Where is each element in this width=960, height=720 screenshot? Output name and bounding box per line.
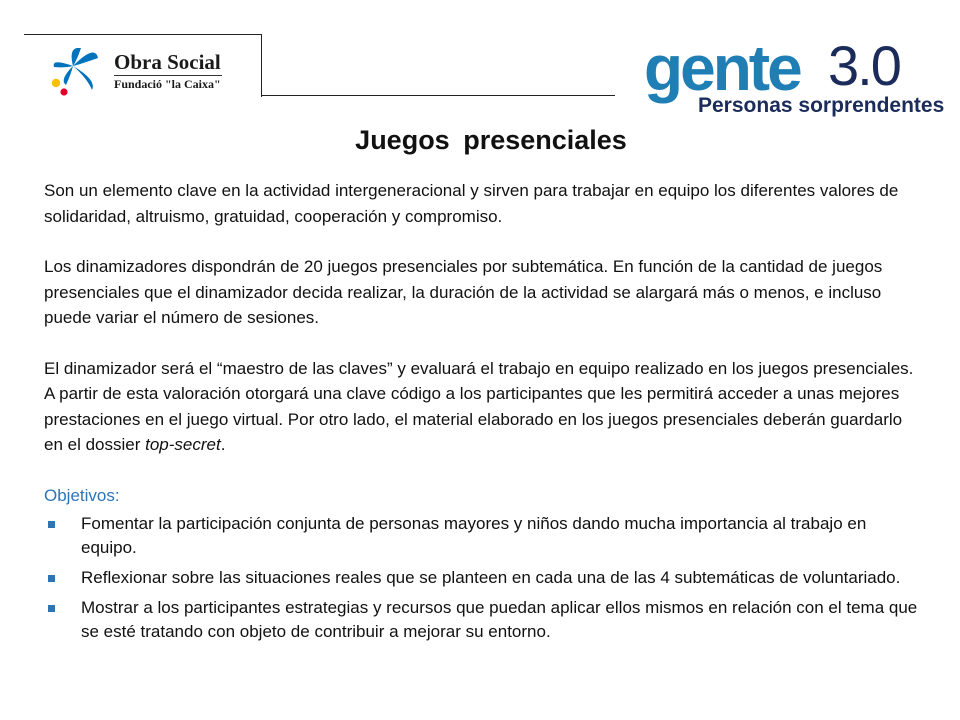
gente-tagline: Personas sorprendentes	[698, 94, 945, 117]
objective-text: Mostrar a los participantes estrategias y recursos que puedan aplicar ellos mismos en relación con el tema que se esté tratando con objeto de contribuir a mejorar su entorno.	[81, 598, 918, 641]
header-divider	[261, 95, 615, 96]
objective-item	[44, 566, 924, 590]
body-text	[44, 178, 924, 650]
obra-social-subtitle: Fundació "la Caixa"	[114, 77, 221, 91]
objective-text: Fomentar la participación conjunta de personas mayores y niños dando mucha importancia al trabajo en equipo.	[81, 514, 867, 557]
obra-social-title: Obra Social	[114, 50, 221, 74]
gente-wordmark: gente	[644, 32, 800, 104]
paragraph-dinamizadores: Los dinamizadores dispondrán de 20 juegos presenciales por subtemática. En función de la cantidad de juegos presenciales que el dinamizador decida realizar, la duración de la actividad se alargará más o menos, e incluso puede variar el número de sesiones.	[44, 257, 883, 327]
objective-text: Reflexionar sobre las situaciones reales que se planteen en cada una de las 4 subtemáticas de voluntariado.	[81, 568, 901, 587]
paragraph-maestro-text: El dinamizador será el “maestro de las claves” y evaluará el trabajo en equipo realizado en los juegos presenciales. A partir de esta valoración otorgará una clave código a los participantes que les permitirá acceder a unas mejores prestaciones en el juego virtual. Por otro lado, el material elaborado en los juegos presenciales deberán guardarlo en el dossier	[44, 358, 914, 454]
paragraph-intro: Son un elemento clave en la actividad intergeneracional y sirven para trabajar en equipo los diferentes valores de solidaridad, altruismo, gratuidad, cooperación y compromiso.	[44, 181, 899, 226]
paragraph-maestro-emphasis: top-secret	[145, 435, 221, 454]
gente-version: 3.0	[828, 34, 900, 97]
paragraph-maestro	[44, 356, 924, 458]
objectives-list	[44, 512, 924, 644]
la-caixa-star-icon	[48, 48, 102, 96]
paragraph-maestro-end: .	[220, 435, 226, 454]
gente-logo	[644, 32, 945, 124]
objective-item	[44, 512, 924, 560]
square-bullet-icon	[48, 521, 55, 528]
page-title: Juegos presenciales	[355, 125, 627, 155]
objectives-heading: Objetivos:	[44, 485, 120, 505]
square-bullet-icon	[48, 605, 55, 612]
obra-social-logo	[48, 48, 248, 96]
square-bullet-icon	[48, 575, 55, 582]
obra-social-rule	[114, 75, 222, 76]
objective-item	[44, 596, 924, 644]
